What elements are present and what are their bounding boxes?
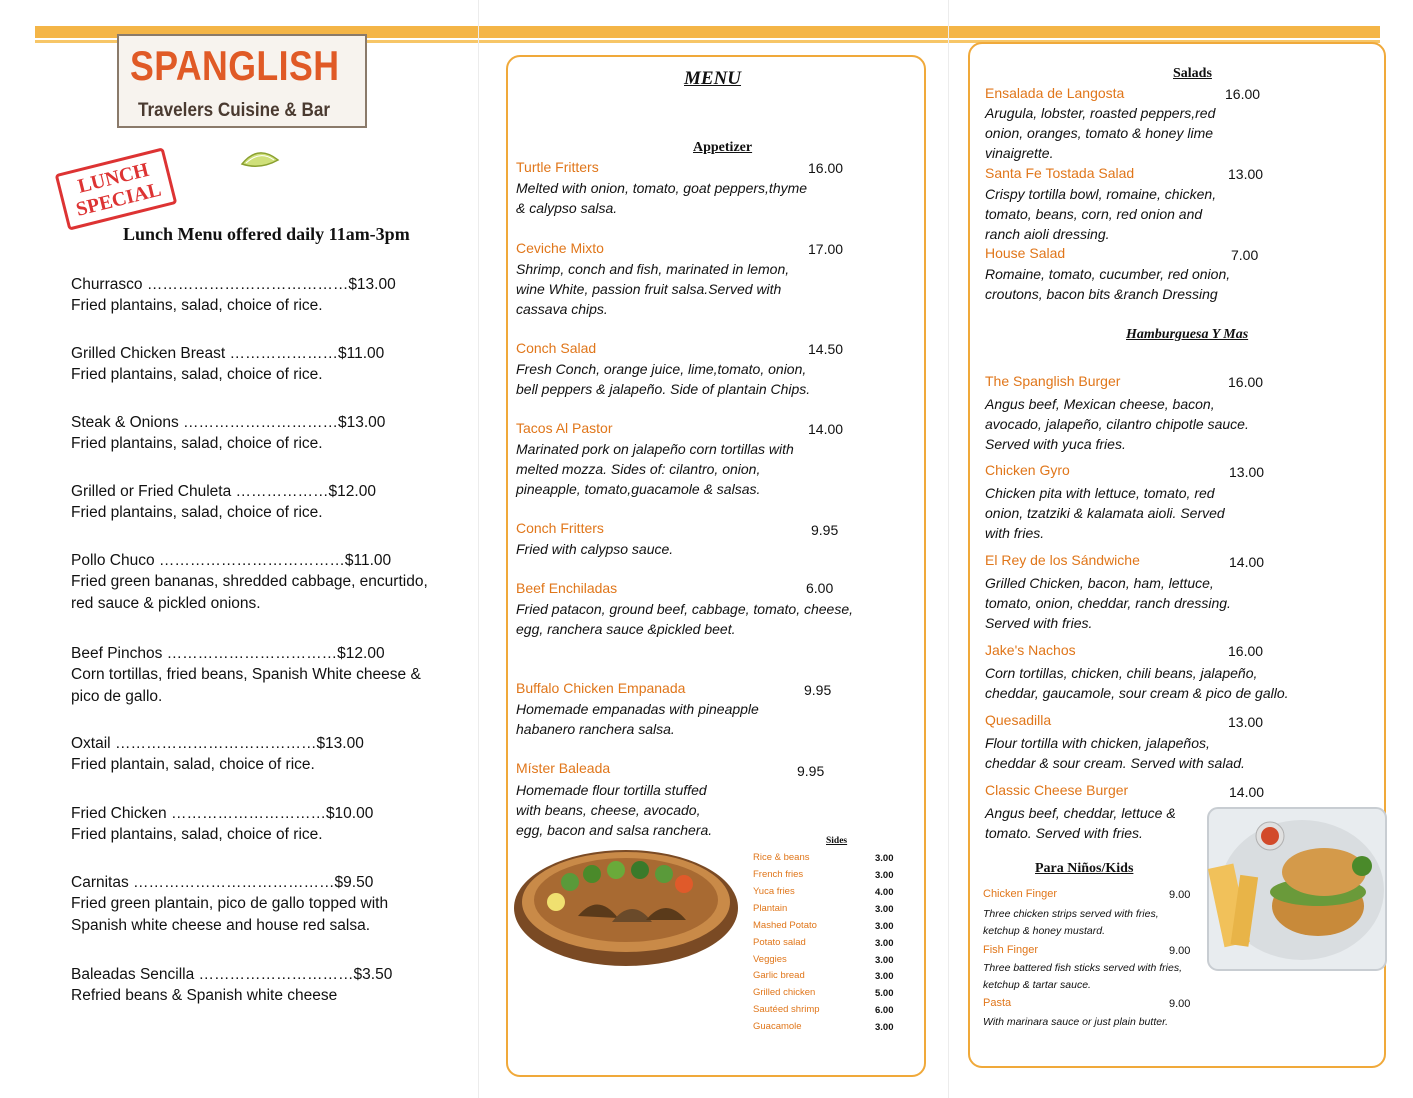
side-price: 3.00 bbox=[875, 904, 894, 915]
menu-item-name: El Rey de los Sándwiche bbox=[985, 552, 1140, 568]
menu-item-desc: Fried patacon, ground beef, cabbage, tomato, cheese, egg, ranchera sauce &pickled beet. bbox=[516, 601, 854, 637]
lunch-item-price: $13.00 bbox=[316, 735, 364, 752]
side-name: Plantain bbox=[753, 903, 788, 914]
menu-item-name: Conch Salad bbox=[516, 340, 597, 356]
lunch-item-dots: ………………………… bbox=[198, 966, 354, 983]
menu-item-price: 9.95 bbox=[811, 522, 839, 538]
menu-item-desc: Shrimp, conch and fish, marinated in lemon, wine White, passion fruit salsa.Served with cassava chips. bbox=[516, 261, 790, 317]
menu-item-name: House Salad bbox=[985, 245, 1066, 261]
menu-item-price: 9.95 bbox=[797, 763, 825, 779]
menu-item-name: Buffalo Chicken Empanada bbox=[516, 680, 686, 696]
menu-item-name: The Spanglish Burger bbox=[985, 373, 1121, 389]
menu-item-desc: Chicken pita with lettuce, tomato, red onion, tzatziki & kalamata aioli. Served with fries. bbox=[985, 485, 1225, 541]
lunch-item-dots: ………………………………… bbox=[114, 735, 317, 752]
side-price: 3.00 bbox=[875, 955, 894, 966]
menu-item-price: 6.00 bbox=[806, 580, 834, 596]
lunch-item-name: Fried Chicken bbox=[71, 805, 167, 822]
lunch-item-price: $12.00 bbox=[328, 483, 376, 500]
menu-item-desc: Marinated pork on jalapeño corn tortillas with melted mozza. Sides of: cilantro, onion, pineapple, tomato,guacamole & salsas. bbox=[516, 441, 794, 497]
menu-item-name: Jake's Nachos bbox=[985, 642, 1076, 658]
menu-item-name: Conch Fritters bbox=[516, 520, 604, 536]
kid-item-price: 9.00 bbox=[1169, 998, 1191, 1010]
lunch-item-name: Grilled Chicken Breast bbox=[71, 345, 226, 362]
menu-item-desc: Homemade empanadas with pineapple habanero ranchera salsa. bbox=[516, 701, 759, 737]
menu-item-desc: Romaine, tomato, cucumber, red onion, croutons, bacon bits &ranch Dressing bbox=[985, 266, 1231, 302]
menu-item-price: 16.00 bbox=[1228, 374, 1264, 390]
kid-item-name: Pasta bbox=[983, 997, 1012, 1009]
kid-item-price: 9.00 bbox=[1169, 945, 1191, 957]
menu-item-desc: Fried with calypso sauce. bbox=[516, 541, 674, 557]
menu-item-price: 14.00 bbox=[1229, 784, 1265, 800]
lunch-item-desc: Fried plantains, salad, choice of rice. bbox=[71, 826, 323, 843]
menu-item-name: Santa Fe Tostada Salad bbox=[985, 165, 1135, 181]
lunch-item-price: $13.00 bbox=[348, 276, 396, 293]
lunch-item bbox=[71, 552, 441, 615]
side-price: 3.00 bbox=[875, 870, 894, 881]
lunch-item-desc: Fried green bananas, shredded cabbage, encurtido, red sauce & pickled onions. bbox=[71, 573, 428, 612]
menu-item-price: 16.00 bbox=[808, 160, 844, 176]
menu-item-desc: Melted with onion, tomato, goat peppers,thyme & calypso salsa. bbox=[516, 180, 808, 216]
lunch-item-desc: Fried plantains, salad, choice of rice. bbox=[71, 366, 323, 383]
tacos-plate-illustration bbox=[508, 830, 748, 980]
kid-item-desc: Three battered fish sticks served with fries, ketchup & tartar sauce. bbox=[983, 962, 1182, 991]
kid-item-name: Fish Finger bbox=[983, 944, 1039, 956]
lunch-item-dots: ……………… bbox=[235, 483, 329, 500]
menu-item-name: Beef Enchiladas bbox=[516, 580, 618, 596]
side-price: 3.00 bbox=[875, 921, 894, 932]
lunch-item bbox=[71, 874, 441, 937]
lime-wedge-icon bbox=[238, 140, 282, 174]
menu-title: MENU bbox=[684, 68, 742, 89]
lunch-item-desc: Fried green plantain, pico de gallo topped with Spanish white cheese and house red salsa. bbox=[71, 895, 389, 934]
menu-item-price: 14.50 bbox=[808, 341, 844, 357]
lunch-item-dots: ………………… bbox=[229, 345, 339, 362]
side-name: Yuca fries bbox=[753, 886, 795, 897]
menu-item-desc: Flour tortilla with chicken, jalapeños, cheddar & sour cream. Served with salad. bbox=[985, 735, 1245, 771]
lunch-item-price: $13.00 bbox=[338, 414, 386, 431]
menu-item-price: 17.00 bbox=[808, 241, 844, 257]
menu-item-desc: Angus beef, Mexican cheese, bacon, avocado, jalapeño, cilantro chipotle sauce. Served with yuca fries. bbox=[985, 396, 1249, 452]
lunch-item-price: $11.00 bbox=[344, 552, 392, 569]
lunch-item bbox=[71, 966, 441, 1007]
appetizer-title: Appetizer bbox=[693, 140, 753, 155]
lunch-item-dots: ………………………… bbox=[183, 414, 339, 431]
burgers-title: Hamburguesa Y Mas bbox=[1126, 327, 1249, 342]
menu-item-desc: Crispy tortilla bowl, romaine, chicken, tomato, beans, corn, red onion and ranch aioli dressing. bbox=[985, 186, 1217, 242]
side-name: Veggies bbox=[753, 954, 787, 965]
lunch-item-dots: ………………………………… bbox=[133, 874, 335, 891]
lunch-item-desc: Fried plantains, salad, choice of rice. bbox=[71, 297, 323, 314]
lunch-item-name: Carnitas bbox=[71, 874, 129, 891]
menu-item-name: Classic Cheese Burger bbox=[985, 782, 1129, 798]
menu-item-desc: Arugula, lobster, roasted peppers,red onion, oranges, tomato & honey lime vinaigrette. bbox=[985, 105, 1216, 161]
side-price: 3.00 bbox=[875, 938, 894, 949]
lunch-item-price: $11.00 bbox=[338, 345, 385, 362]
side-name: French fries bbox=[753, 869, 804, 880]
lunch-item-price: $9.50 bbox=[334, 874, 374, 891]
kid-item-name: Chicken Finger bbox=[983, 888, 1057, 900]
lunch-item-desc: Fried plantain, salad, choice of rice. bbox=[71, 756, 315, 773]
lunch-item-name: Pollo Chuco bbox=[71, 552, 155, 569]
lunch-item-name: Oxtail bbox=[71, 735, 111, 752]
menu-item-price: 16.00 bbox=[1228, 643, 1264, 659]
logo-tagline: Travelers Cuisine & Bar bbox=[138, 100, 330, 121]
lunch-item-name: Churrasco bbox=[71, 276, 143, 293]
menu-item-price: 14.00 bbox=[808, 421, 844, 437]
kids-title: Para Niños/Kids bbox=[1035, 861, 1134, 876]
menu-item-desc: Grilled Chicken, bacon, ham, lettuce, tomato, onion, cheddar, ranch dressing. Served with fries. bbox=[985, 575, 1231, 631]
lunch-special-stamp: LUNCH SPECIAL bbox=[55, 147, 178, 230]
menu-item-price: 9.95 bbox=[804, 682, 832, 698]
side-name: Grilled chicken bbox=[753, 987, 816, 998]
lunch-item-name: Grilled or Fried Chuleta bbox=[71, 483, 232, 500]
lunch-item-name: Beef Pinchos bbox=[71, 645, 163, 662]
menu-item-desc: Fresh Conch, orange juice, lime,tomato, onion, bell peppers & jalapeño. Side of plantain Chips. bbox=[516, 361, 811, 397]
side-name: Mashed Potato bbox=[753, 920, 817, 931]
lunch-item-name: Baleadas Sencilla bbox=[71, 966, 195, 983]
lunch-item bbox=[71, 735, 441, 776]
menu-item-name: Quesadilla bbox=[985, 712, 1052, 728]
menu-item-price: 14.00 bbox=[1229, 554, 1265, 570]
side-price: 4.00 bbox=[875, 887, 894, 898]
lunch-item-price: $12.00 bbox=[337, 645, 385, 662]
lunch-item-price: $3.50 bbox=[353, 966, 393, 983]
menu-item-name: Ensalada de Langosta bbox=[985, 85, 1125, 101]
lunch-item bbox=[71, 414, 441, 455]
lunch-item-dots: …………………………… bbox=[166, 645, 338, 662]
lunch-item-price: $10.00 bbox=[325, 805, 374, 822]
lunch-item bbox=[71, 645, 441, 708]
lunch-item bbox=[71, 276, 441, 317]
menu-item-name: Chicken Gyro bbox=[985, 462, 1070, 478]
lunch-item-dots: ……………………………… bbox=[158, 552, 345, 569]
menu-item-name: Ceviche Mixto bbox=[516, 240, 604, 256]
lunch-item-desc: Refried beans & Spanish white cheese bbox=[71, 987, 338, 1004]
menu-item-price: 7.00 bbox=[1231, 247, 1259, 263]
menu-item-price: 13.00 bbox=[1229, 464, 1265, 480]
lunch-item-desc: Fried plantains, salad, choice of rice. bbox=[71, 435, 323, 452]
menu-item-price: 13.00 bbox=[1228, 714, 1264, 730]
fold-line-right bbox=[948, 0, 949, 1098]
lunch-item-name: Steak & Onions bbox=[71, 414, 179, 431]
menu-item-price: 16.00 bbox=[1225, 86, 1261, 102]
sides-title: Sides bbox=[826, 836, 848, 846]
menu-item-price: 13.00 bbox=[1228, 166, 1264, 182]
side-name: Sautéed shrimp bbox=[753, 1004, 820, 1015]
lunch-item-desc: Corn tortillas, fried beans, Spanish White cheese & pico de gallo. bbox=[71, 666, 421, 705]
menu-item-desc: Angus beef, cheddar, lettuce & tomato. Served with fries. bbox=[985, 805, 1176, 841]
kid-item-desc: With marinara sauce or just plain butter. bbox=[983, 1016, 1169, 1028]
side-price: 5.00 bbox=[875, 988, 894, 999]
logo-title: SPANGLISH bbox=[130, 42, 340, 89]
side-name: Guacamole bbox=[753, 1021, 802, 1032]
menu-item-name: Tacos Al Pastor bbox=[516, 420, 613, 436]
menu-item-name: Turtle Fritters bbox=[516, 159, 599, 175]
lunch-item bbox=[71, 805, 441, 846]
menu-item-desc: Homemade flour tortilla stuffed with beans, cheese, avocado, egg, bacon and salsa ranchera. bbox=[516, 782, 713, 838]
side-name: Potato salad bbox=[753, 937, 806, 948]
side-name: Rice & beans bbox=[753, 852, 810, 863]
lunch-item-dots: ………………………………… bbox=[146, 276, 349, 293]
kid-item-desc: Three chicken strips served with fries, ketchup & honey mustard. bbox=[983, 908, 1159, 937]
side-name: Garlic bread bbox=[753, 970, 805, 981]
lunch-heading: Lunch Menu offered daily 11am-3pm bbox=[123, 224, 410, 244]
lunch-item-dots: ………………………… bbox=[170, 805, 326, 822]
lunch-item-desc: Fried plantains, salad, choice of rice. bbox=[71, 504, 323, 521]
kid-item-price: 9.00 bbox=[1169, 889, 1191, 901]
burger-photo bbox=[1206, 806, 1390, 974]
side-price: 6.00 bbox=[875, 1005, 894, 1016]
fold-line-left bbox=[478, 0, 479, 1098]
side-price: 3.00 bbox=[875, 971, 894, 982]
salads-title: Salads bbox=[1173, 66, 1212, 81]
side-price: 3.00 bbox=[875, 853, 894, 864]
lunch-item bbox=[71, 483, 441, 524]
lunch-item bbox=[71, 345, 441, 386]
menu-item-desc: Corn tortillas, chicken, chili beans, jalapeño, cheddar, gaucamole, sour cream & pico de gallo. bbox=[985, 665, 1289, 701]
side-price: 3.00 bbox=[875, 1022, 894, 1033]
menu-item-name: Míster Baleada bbox=[516, 760, 611, 776]
